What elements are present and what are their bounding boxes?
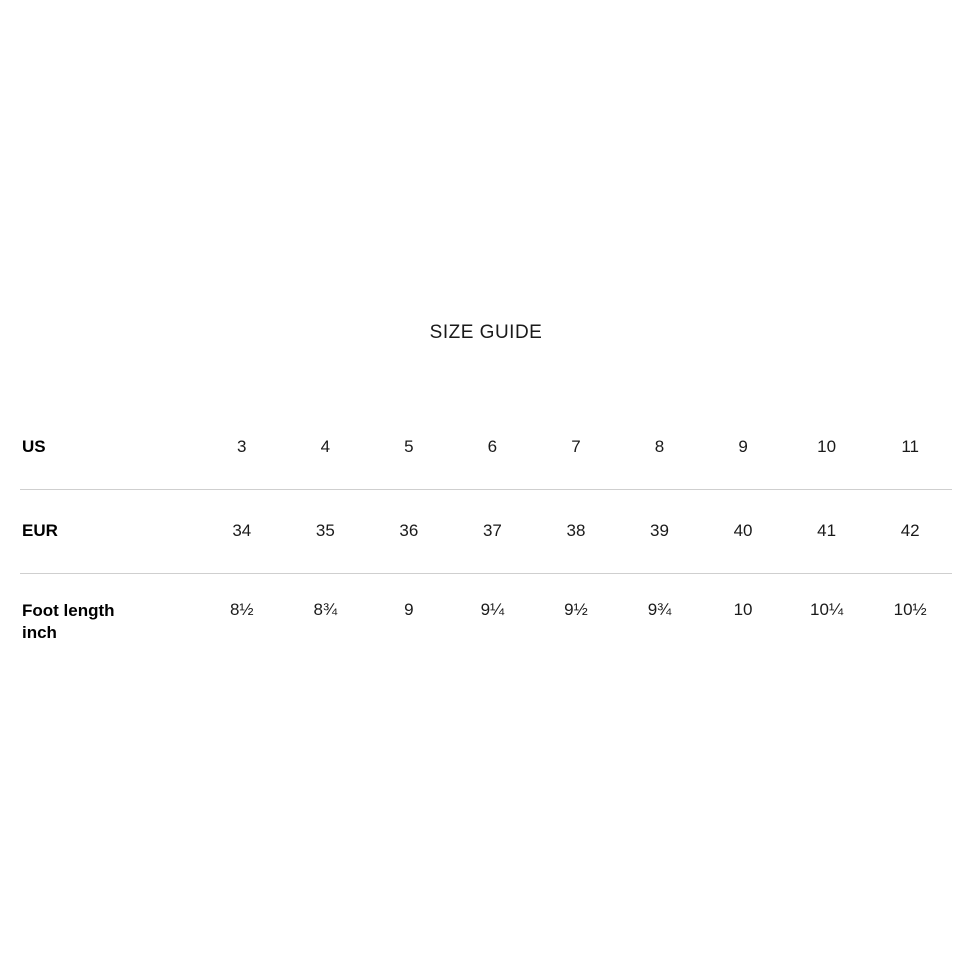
cell-us-4: 6	[487, 436, 498, 456]
cell-eur-3: 36	[367, 489, 451, 573]
cell-foot-4: 9¼	[451, 573, 535, 657]
cell-foot-1: 8½	[200, 573, 284, 657]
row-label-foot-length	[20, 573, 200, 657]
cell-foot-5: 9½	[534, 573, 618, 657]
page-title: SIZE GUIDE	[429, 322, 543, 343]
cell-foot-9: 10½	[868, 573, 952, 657]
cell-eur-7: 40	[701, 489, 785, 573]
row-label-foot-length-line2: inch	[22, 622, 57, 642]
row-label-eur: EUR	[20, 489, 200, 573]
table-row	[20, 405, 952, 489]
cell-eur-1: 34	[200, 489, 284, 573]
cell-us-3: 5	[404, 436, 414, 456]
cell-foot-8: 10¼	[785, 573, 869, 657]
cell-eur-9: 42	[868, 489, 952, 573]
cell-foot-7: 10	[701, 573, 785, 657]
table-row	[20, 573, 952, 657]
cell-foot-3: 9	[367, 573, 451, 657]
cell-us-2: 4	[320, 436, 331, 456]
cell-foot-2: 8¾	[284, 573, 368, 657]
cell-us-9: 11	[901, 436, 920, 456]
cell-eur-5: 38	[534, 489, 618, 573]
cell-us-7: 9	[738, 436, 748, 456]
cell-us-5: 7	[571, 436, 581, 456]
cell-foot-6: 9¾	[618, 573, 702, 657]
row-label-us: US	[22, 436, 46, 456]
cell-us-6: 8	[654, 436, 665, 456]
cell-eur-4: 37	[451, 489, 535, 573]
row-label-foot-length-line1: Foot length	[22, 600, 115, 620]
size-guide-table	[20, 405, 952, 657]
cell-us-1: 3	[237, 436, 247, 456]
cell-eur-6: 39	[618, 489, 702, 573]
table-row	[20, 489, 952, 573]
cell-us-8: 10	[817, 436, 837, 456]
cell-eur-8: 41	[785, 489, 869, 573]
cell-eur-2: 35	[284, 489, 368, 573]
